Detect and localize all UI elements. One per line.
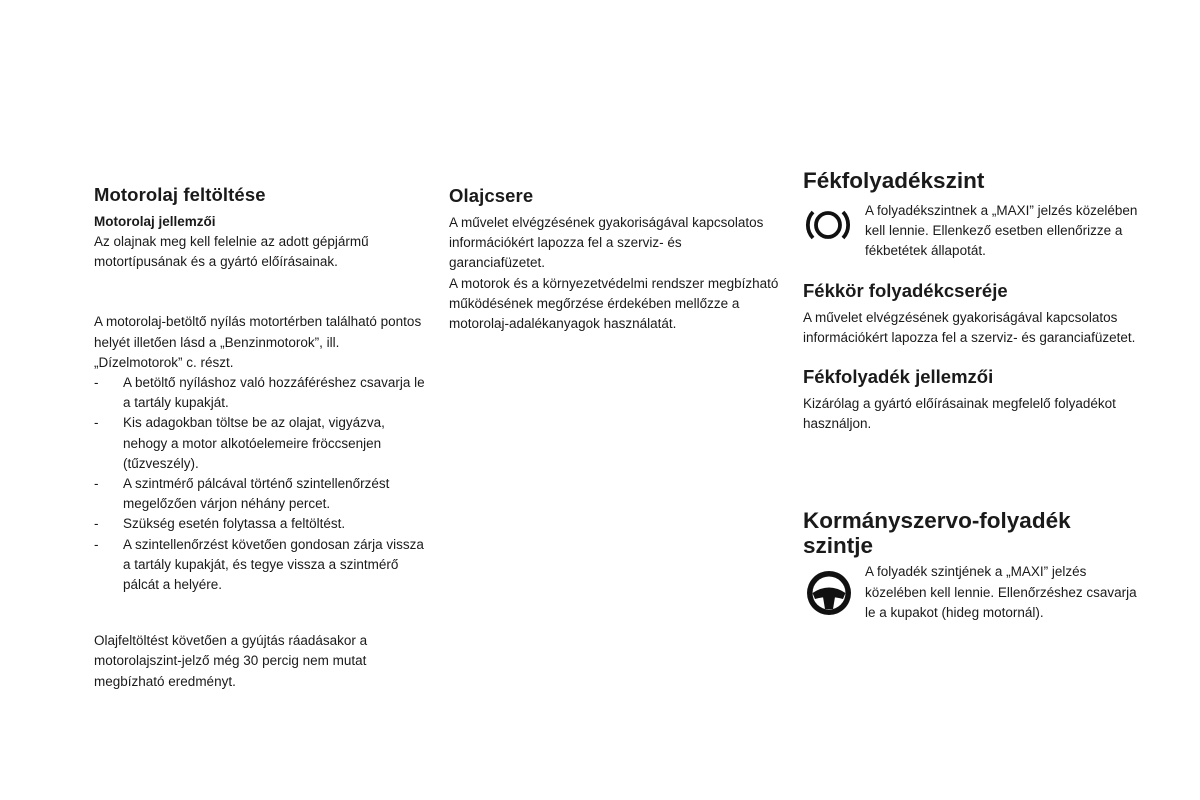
paragraph-brake-fluid-spec: Kizárólag a gyártó előírásainak megfelelő folyadékot használjon. — [803, 396, 1116, 432]
paragraph-oil-spec: Az olajnak meg kell felelnie az adott gépjármű motortípusának és a gyártó előírásainak. — [94, 234, 369, 270]
brake-fluid-info — [803, 201, 1143, 262]
section-title-brake-circuit: Fékkör folyadékcseréje — [803, 279, 1008, 301]
section-title-oil-filling: Motorolaj feltöltése — [94, 184, 266, 205]
paragraph-oil-change-interval: A művelet elvégzésének gyakoriságával kapcsolatos információkért lapozza fel a szerviz- és garanciafüzetet. — [449, 215, 764, 271]
paragraph-brake-circuit: A művelet elvégzésének gyakoriságával kapcsolatos információkért lapozza fel a szerviz- és garanciafüzetet. — [803, 309, 1136, 345]
paragraph-additives: A motorok és a környezetvédelmi rendszer megbízható működésének megőrzése érdekében mellőzze a motorolaj-adalékanyagok használatát. — [449, 275, 779, 332]
column-motor-oil — [94, 184, 429, 692]
paragraph-steering-level: A folyadék szintjének a „MAXI” jelzés közelében kell lennie. Ellenőrzéshez csavarja le a kupakot (hideg motornál). — [865, 564, 1137, 620]
paragraph-after-filling: Olajfeltöltést követően a gyújtás ráadásakor a motorolajszint-jelző még 30 percig nem mutat megbízható eredményt. — [94, 633, 368, 689]
section-title-brake-fluid-spec: Fékfolyadék jellemzői — [803, 366, 994, 388]
column-fluids — [803, 168, 1143, 623]
steering-icon-box — [803, 562, 865, 618]
paragraph-brake-level: A folyadékszintnek a „MAXI” jelzés közelében kell lennie. Ellenkező esetben ellenőrizze a fékbetétek állapotát. — [865, 203, 1138, 259]
section-title-brake-fluid-level: Fékfolyadékszint — [803, 168, 985, 193]
list-item: - A betöltő nyíláshoz való hozzáféréshez csavarja le a tartály kupakját. — [94, 373, 429, 413]
section-title-oil-change: Olajcsere — [449, 185, 534, 206]
section-title-power-steering: Kormányszervo-folyadék szintje — [803, 508, 1071, 559]
list-item: - Kis adagokban töltse be az olajat, vigyázva, nehogy a motor alkotóelemeire fröccsenjen (tűzveszély). — [94, 413, 429, 474]
paragraph-filler-location: A motorolaj-betöltő nyílás motortérben található pontos helyét illetően lásd a „Benzinmotorok”, ill. „Dízelmotorok” c. részt. — [94, 314, 422, 370]
steering-wheel-icon — [803, 568, 855, 618]
instruction-list — [94, 373, 429, 595]
steering-fluid-info — [803, 562, 1143, 623]
column-oil-change — [449, 185, 779, 334]
brake-icon-box — [803, 201, 865, 245]
list-item: - A szintellenőrzést követően gondosan zárja vissza a tartály kupakját, és tegye vissza a szintmérő pálcát a helyére. — [94, 535, 429, 596]
list-item: - Szükség esetén folytassa a feltöltést. — [94, 514, 429, 534]
brake-warning-icon — [803, 205, 853, 245]
subsection-title-oil-characteristics: Motorolaj jellemzői — [94, 214, 216, 229]
list-item: - A szintmérő pálcával történő szintellenőrzést megelőzően várjon néhány percet. — [94, 474, 429, 514]
